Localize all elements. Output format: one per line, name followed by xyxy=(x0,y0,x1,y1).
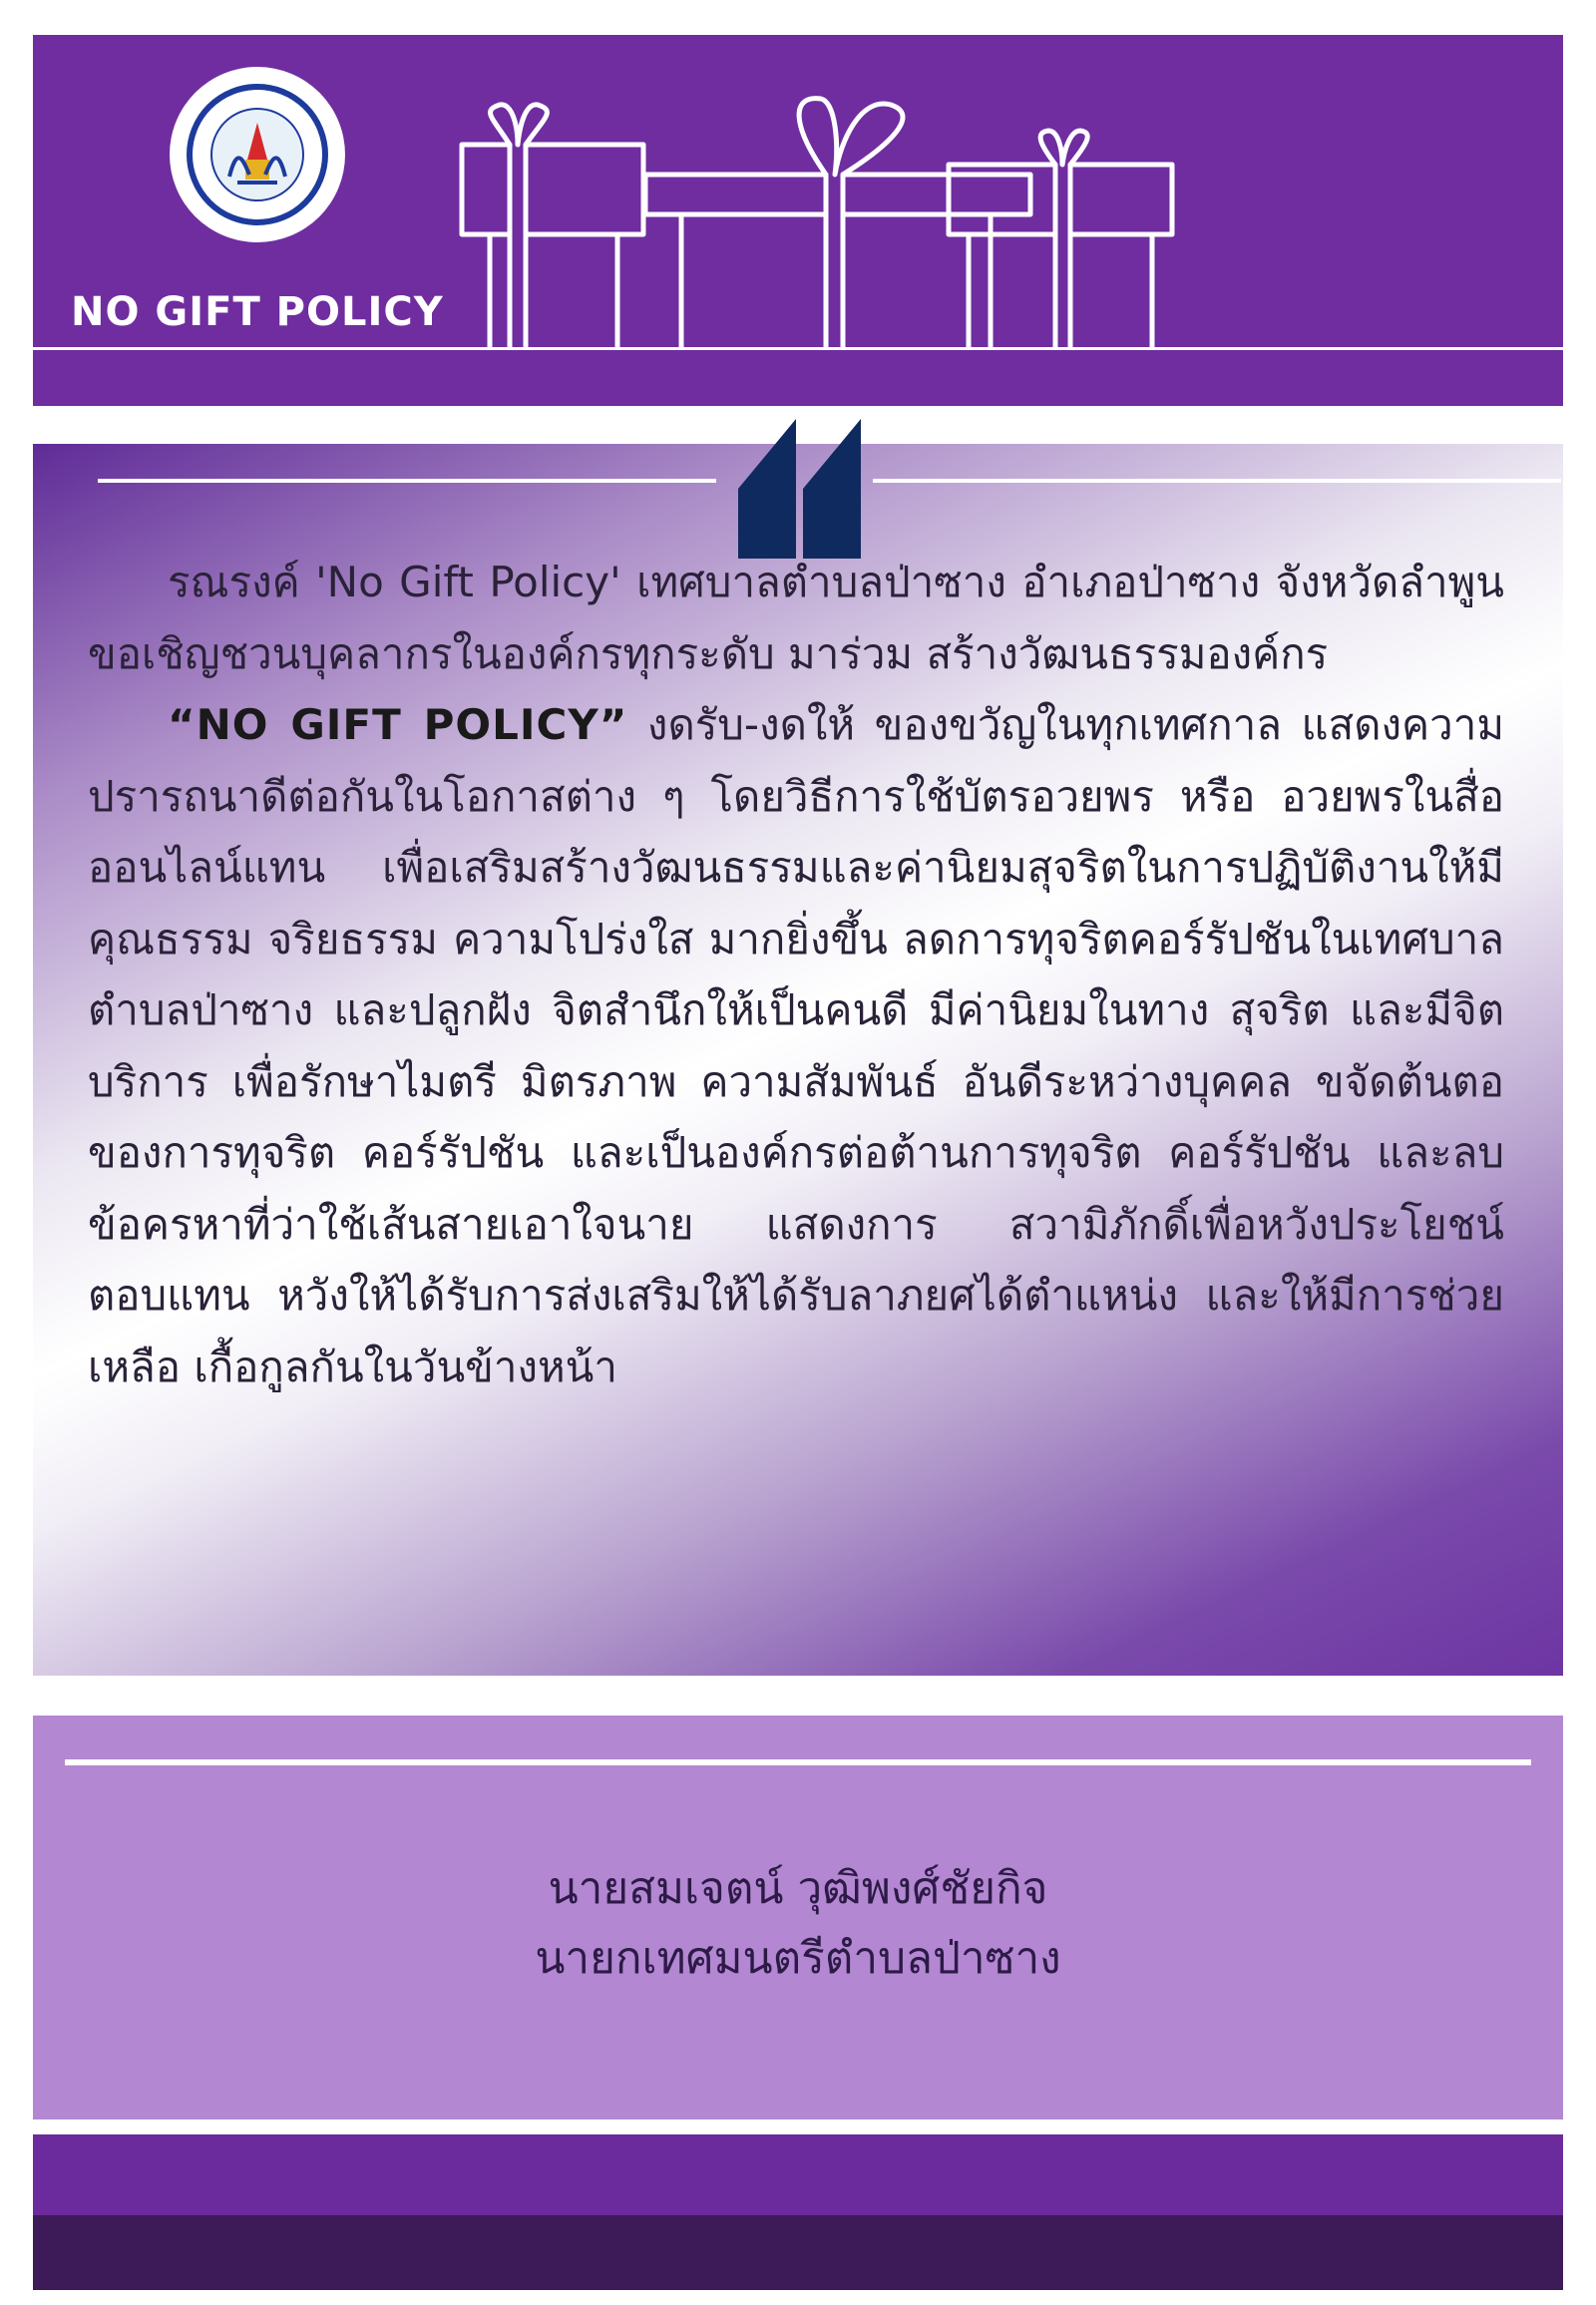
header-title: NO GIFT POLICY xyxy=(71,289,444,335)
footer-band xyxy=(33,2134,1563,2215)
paragraph-policy-details xyxy=(88,689,1504,1402)
signature-panel xyxy=(33,1716,1563,2119)
policy-text: งดรับ-งดให้ ของขวัญในทุกเทศกาล แสดงความปรารถนาดีต่อกันในโอกาสต่าง ๆ โดยวิธีการใช้บัตรอวยพร หรือ อวยพรในสื่อ ออนไลน์แทน เพื่อเสริมสร้างวัฒนธรรมและค่านิยมสุจริตในการปฏิบัติงานให้มีคุณธรรม จริยธรรม ความโปร่งใส มากยิ่งขึ้น ลดการทุจริตคอร์รัปชันในเทศบาลตำบลป่าซาง และปลูกฝัง จิตสำนึกให้เป็นคนดี มีค่านิยมในทาง สุจริต และมีจิตบริการ เพื่อรักษาไมตรี มิตรภาพ ความสัมพันธ์ อันดีระหว่างบุคคล ขจัดต้นตอของการทุจริต คอร์รัปชัน และเป็นองค์กรต่อต้านการทุจริต คอร์รัปชัน และลบข้อครหาที่ว่าใช้เส้นสายเอาใจนาย แสดงการ สวามิภักดิ์เพื่อหวังประโยชน์ตอบแทน หวังให้ได้รับการส่งเสริมให้ได้รับลาภยศได้ตำแหน่ง และให้มีการช่วยเหลือ เกื้อกูลกันในวันข้างหน้า xyxy=(88,700,1504,1391)
message-body xyxy=(88,547,1504,1402)
quote-mark-icon xyxy=(738,419,863,559)
signature-divider xyxy=(65,1759,1531,1765)
quote-rule-left xyxy=(98,479,716,483)
paragraph-campaign-intro: รณรงค์ 'No Gift Policy' เทศบาลตำบลป่าซาง อำเภอป่าซาง จังหวัดลำพูน ขอเชิญชวนบุคลากรในองค์กรทุกระดับ มาร่วม สร้างวัฒนธรรมองค์กร xyxy=(88,558,1504,678)
quote-rule-right xyxy=(873,479,1561,483)
signatory-title: นายกเทศมนตรีตำบลป่าซาง xyxy=(535,1933,1061,1984)
header-divider xyxy=(33,347,1563,350)
policy-emphasis: “NO GIFT POLICY” xyxy=(168,700,628,749)
municipality-seal-logo xyxy=(168,65,347,244)
header-banner xyxy=(33,35,1563,406)
footer-dark-band xyxy=(33,2215,1563,2290)
signatory-name: นายสมเจตน์ วุฒิพงศ์ชัยกิจ xyxy=(548,1863,1048,1914)
